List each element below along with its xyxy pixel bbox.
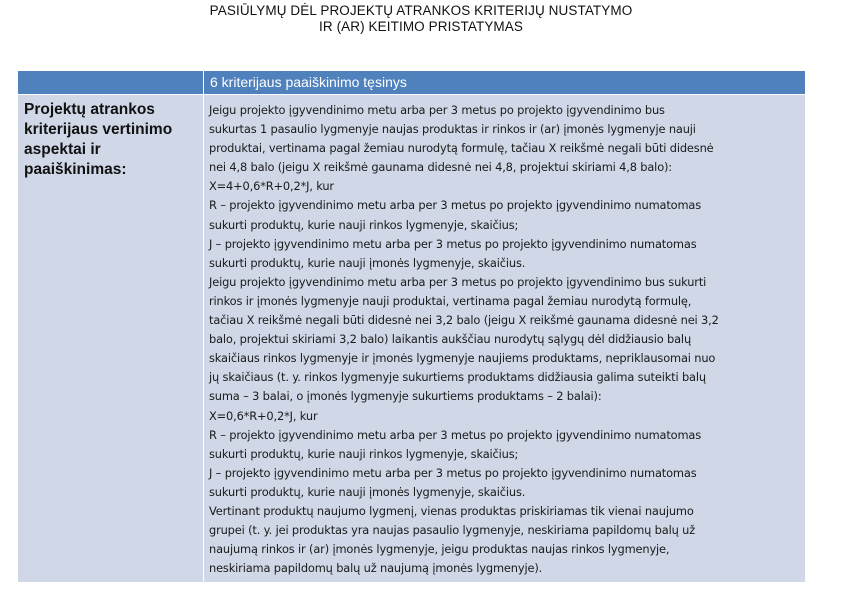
explanation-line: rinkos ir įmonės lygmenyje nauji produktai, vertinama pagal žemiau nurodytą formulę, bbox=[209, 293, 692, 308]
explanation-line: Jeigu projekto įgyvendinimo metu arba per 3 metus po projekto įgyvendinimo bus bbox=[209, 103, 665, 117]
criterion-explanation-text bbox=[209, 101, 803, 578]
explanation-line: J – projekto įgyvendinimo metu arba per 3 metus po projekto įgyvendinimo numatomas bbox=[209, 236, 697, 251]
explanation-line: Jeigu projekto įgyvendinimo metu arba per 3 metus po projekto įgyvendinimo bus sukurti bbox=[209, 274, 707, 289]
explanation-line: Vertinant produktų naujumo lygmenį, vienas produktas priskiriamas tik vienai naujumo bbox=[209, 503, 694, 518]
explanation-line: sukurti produktų, kurie nauji rinkos lygmenyje, skaičius; bbox=[209, 446, 519, 461]
explanation-line: nei 4,8 balo (jeigu X reikšmė gaunama didesnė nei 4,8, projektui skiriami 4,8 balo): bbox=[209, 160, 672, 175]
explanation-line: naujumą rinkos ir (ar) įmonės lygmenyje, jeigu produktas naujas rinkos lygmenyje, bbox=[209, 542, 670, 557]
explanation-line: skaičiaus rinkos lygmenyje ir įmonės lygmenyje naujiems produktams, nepriklausomai nuo bbox=[209, 351, 716, 366]
explanation-line: R – projekto įgyvendinimo metu arba per 3 metus po projekto įgyvendinimo numatomas bbox=[209, 427, 702, 442]
explanation-line: balo, projektui skiriami 3,2 balo) laikantis aukščiau nurodytų sąlygų dėl didžiausio balų bbox=[209, 332, 692, 347]
explanation-line: grupei (t. y. jei produktas yra naujas pasaulio lygmenyje, neskiriama papildomų balų už bbox=[209, 523, 696, 538]
explanation-line: J – projekto įgyvendinimo metu arba per 3 metus po projekto įgyvendinimo numatomas bbox=[209, 465, 697, 480]
explanation-line: suma – 3 balai, o įmonės lygmenyje sukurtiems produktams – 2 balai): bbox=[209, 389, 602, 404]
explanation-line: neskiriama papildomų balų už naujumą įmonės lygmenyje). bbox=[209, 561, 543, 576]
explanation-line: R – projekto įgyvendinimo metu arba per 3 metus po projekto įgyvendinimo numatomas bbox=[209, 198, 702, 213]
explanation-line: sukurti produktų, kurie nauji įmonės lygmenyje, skaičius. bbox=[209, 484, 526, 499]
explanation-line: X=0,6*R+0,2*J, kur bbox=[209, 408, 318, 423]
slide-title-line-1: PASIŪLYMŲ DĖL PROJEKTŲ ATRANKOS KRITERIJŲ NUSTATYMO bbox=[209, 3, 633, 18]
explanation-line: produktai, vertinama pagal žemiau nurodytą formulę, tačiau X reikšmė negali būti didesnė bbox=[209, 141, 714, 156]
explanation-line: X=4+0,6*R+0,2*J, kur bbox=[209, 179, 334, 194]
explanation-line: tačiau X reikšmė negali būti didesnė nei 3,2 balo (jeigu X reikšmė gaunama didesnė nei 3,2 bbox=[209, 313, 719, 328]
slide-title bbox=[0, 3, 842, 35]
table-header-left-cell bbox=[18, 71, 203, 94]
explanation-line: sukurtas 1 pasaulio lygmenyje naujas produktas ir rinkos ir (ar) įmonės lygmenyje nauji bbox=[209, 122, 696, 137]
explanation-line: sukurti produktų, kurie nauji įmonės lygmenyje, skaičius. bbox=[209, 255, 526, 270]
table-header-cell: 6 kriterijaus paaiškinimo tęsinys bbox=[204, 71, 805, 94]
criterion-aspects-label: Projektų atrankos kriterijaus vertinimo aspektai ir paaiškinimas: bbox=[24, 101, 173, 178]
explanation-line: jų skaičiaus (t. y. rinkos lygmenyje sukurtiems produktams didžiausia galima suteikti balų bbox=[209, 370, 706, 385]
explanation-line: sukurti produktų, kurie nauji rinkos lygmenyje, skaičius; bbox=[209, 217, 519, 232]
slide-title-line-2: IR (AR) KEITIMO PRISTATYMAS bbox=[319, 19, 523, 34]
